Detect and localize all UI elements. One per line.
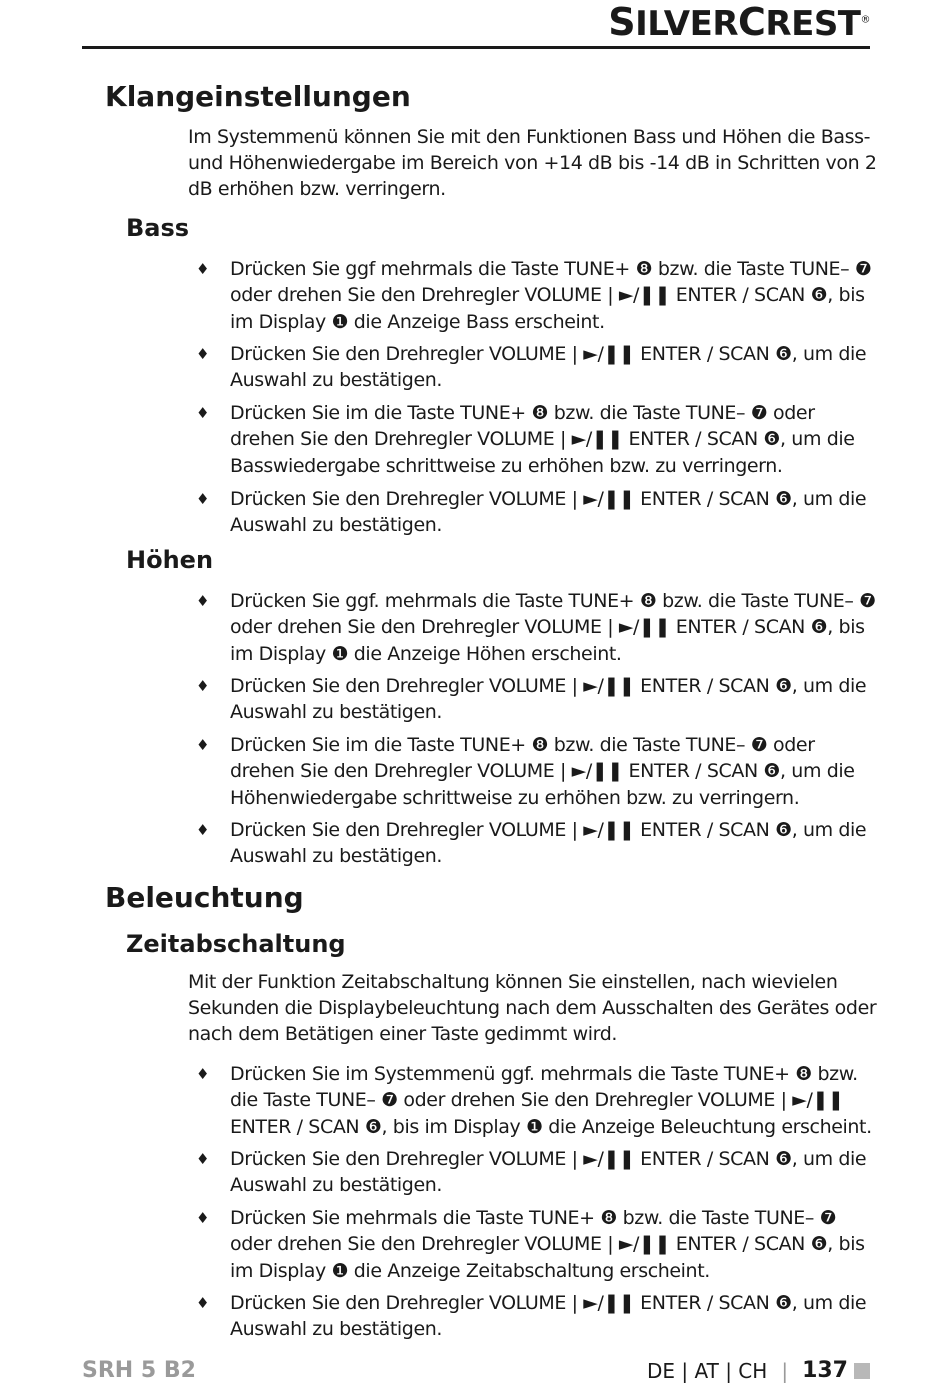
zeit-intro-paragraph: Mit der Funktion Zeitabschaltung können Sie einstellen, nach wievielen Sekunden die Displaybeleuchtung nach dem Ausschalten des Gerätes oder nach dem Betätigen einer Taste gedimmt wird.	[188, 971, 877, 1045]
footer-separator: |	[781, 1358, 789, 1383]
bass-bullet-4: ♦ Drücken Sie den Drehregler VOLUME | ►/❚❚ ENTER / SCAN ❻, um die Auswahl zu bestätigen.	[196, 488, 867, 537]
page-number: 137	[802, 1358, 848, 1383]
section-title-klangeinstellungen: Klangeinstellungen	[105, 80, 411, 113]
bass-bullet-1: ♦ Drücken Sie ggf mehrmals die Taste TUNE+ ❽ bzw. die Taste TUNE– ❼ oder drehen Sie den Drehregler VOLUME | ►/❚❚ ENTER / SCAN ❻, bis im Display ❶ die Anzeige Bass erscheint.	[196, 258, 872, 333]
diamond-icon: ♦	[196, 592, 210, 610]
bass-bullet-2: ♦ Drücken Sie den Drehregler VOLUME | ►/❚❚ ENTER / SCAN ❻, um die Auswahl zu bestätigen.	[196, 343, 867, 392]
diamond-icon: ♦	[196, 1294, 210, 1312]
diamond-icon: ♦	[196, 1065, 210, 1083]
zeit-bullet-3: ♦ Drücken Sie mehrmals die Taste TUNE+ ❽ bzw. die Taste TUNE– ❼ oder drehen Sie den Drehregler VOLUME | ►/❚❚ ENTER / SCAN ❻, bis im Display ❶ die Anzeige Zeitabschaltung erscheint.	[196, 1207, 865, 1282]
diamond-icon: ♦	[196, 736, 210, 754]
diamond-icon: ♦	[196, 1150, 210, 1168]
diamond-icon: ♦	[196, 260, 210, 278]
diamond-icon: ♦	[196, 345, 210, 363]
brand-logo: SILVERCREST®	[608, 0, 870, 44]
diamond-icon: ♦	[196, 490, 210, 508]
subsection-title-bass: Bass	[126, 214, 190, 242]
hoehen-bullet-4: ♦ Drücken Sie den Drehregler VOLUME | ►/❚❚ ENTER / SCAN ❻, um die Auswahl zu bestätigen.	[196, 819, 867, 868]
section-title-beleuchtung: Beleuchtung	[105, 881, 304, 914]
zeit-bullet-2: ♦ Drücken Sie den Drehregler VOLUME | ►/❚❚ ENTER / SCAN ❻, um die Auswahl zu bestätigen.	[196, 1148, 867, 1197]
diamond-icon: ♦	[196, 1209, 210, 1227]
bass-bullet-3: ♦ Drücken Sie im die Taste TUNE+ ❽ bzw. die Taste TUNE– ❼ oder drehen Sie den Drehregler VOLUME | ►/❚❚ ENTER / SCAN ❻, um die Basswiedergabe schrittweise zu erhöhen bzw. zu verringern.	[196, 402, 855, 477]
footer-model: SRH 5 B2	[82, 1358, 196, 1383]
zeit-bullet-4: ♦ Drücken Sie den Drehregler VOLUME | ►/❚❚ ENTER / SCAN ❻, um die Auswahl zu bestätigen.	[196, 1292, 867, 1341]
diamond-icon: ♦	[196, 404, 210, 422]
subsection-title-hoehen: Höhen	[126, 546, 214, 574]
footer-page-info	[647, 1358, 870, 1383]
hoehen-bullet-2: ♦ Drücken Sie den Drehregler VOLUME | ►/❚❚ ENTER / SCAN ❻, um die Auswahl zu bestätigen.	[196, 675, 867, 724]
subsection-title-zeitabschaltung: Zeitabschaltung	[126, 930, 346, 958]
header-rule	[82, 46, 870, 49]
hoehen-bullet-3: ♦ Drücken Sie im die Taste TUNE+ ❽ bzw. die Taste TUNE– ❼ oder drehen Sie den Drehregler VOLUME | ►/❚❚ ENTER / SCAN ❻, um die Höhenwiedergabe schrittweise zu erhöhen bzw. zu verringern.	[196, 734, 855, 809]
diamond-icon: ♦	[196, 677, 210, 695]
hoehen-bullet-1: ♦ Drücken Sie ggf. mehrmals die Taste TUNE+ ❽ bzw. die Taste TUNE– ❼ oder drehen Sie den Drehregler VOLUME | ►/❚❚ ENTER / SCAN ❻, bis im Display ❶ die Anzeige Höhen erscheint.	[196, 590, 876, 665]
footer-countries: DE | AT | CH	[647, 1358, 768, 1383]
square-marker-icon	[854, 1363, 870, 1379]
zeit-bullet-1: ♦ Drücken Sie im Systemmenü ggf. mehrmals die Taste TUNE+ ❽ bzw. die Taste TUNE– ❼ oder drehen Sie den Drehregler VOLUME | ►/❚❚ ENTER / SCAN ❻, bis im Display ❶ die Anzeige Beleuchtung erscheint.	[196, 1063, 872, 1138]
diamond-icon: ♦	[196, 821, 210, 839]
klang-intro-paragraph: Im Systemmenü können Sie mit den Funktionen Bass und Höhen die Bass- und Höhenwiedergabe im Bereich von +14 dB bis -14 dB in Schritten von 2 dB erhöhen bzw. verringern.	[188, 126, 877, 200]
